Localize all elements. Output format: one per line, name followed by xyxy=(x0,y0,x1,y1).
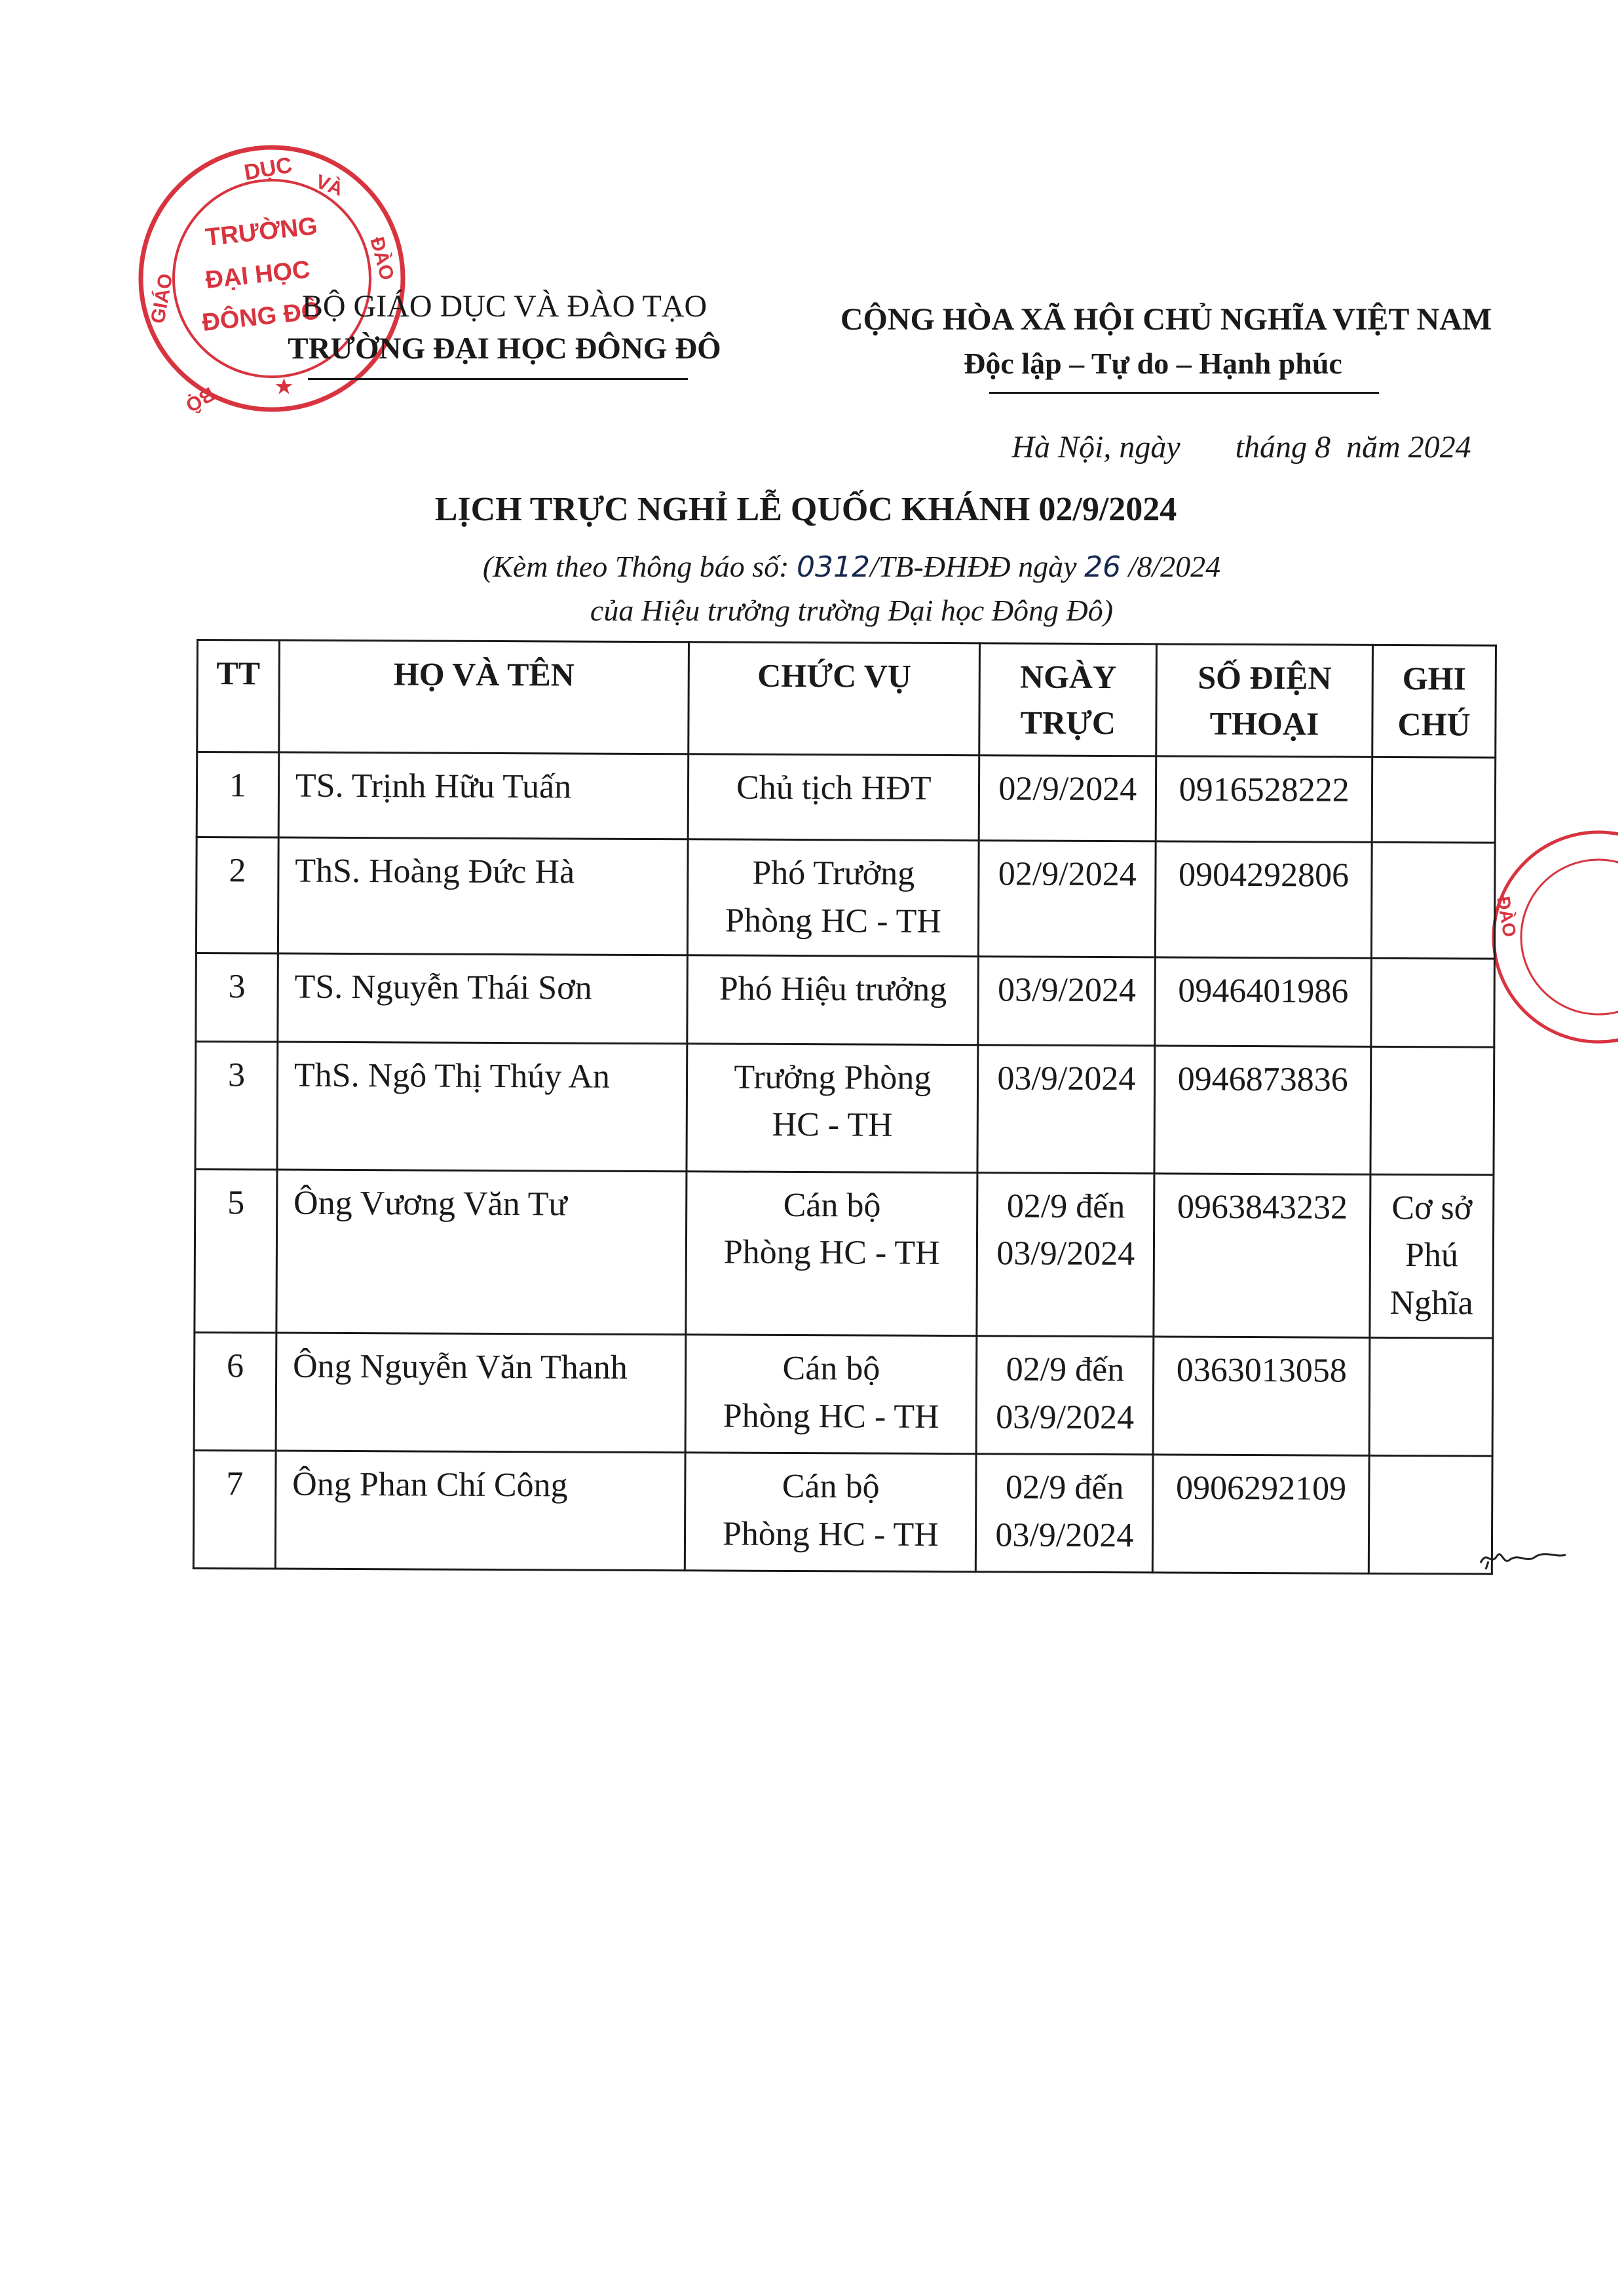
table-row xyxy=(194,1332,1493,1456)
dateline-year: năm 2024 xyxy=(1346,430,1471,465)
cell-note xyxy=(1369,1337,1493,1456)
cell-date: 02/9/2024 xyxy=(979,756,1156,841)
dateline-place: Hà Nội, ngày xyxy=(1011,430,1180,465)
stamp-line-1: TRƯỜNG xyxy=(204,212,319,252)
cell-position: Cán bộ Phòng HC - TH xyxy=(686,1171,977,1335)
cell-note: Cơ sở Phú Nghĩa xyxy=(1370,1174,1494,1338)
cell-name: TS. Nguyễn Thái Sơn xyxy=(278,953,688,1044)
stamp-line-2: ĐẠI HỌC xyxy=(204,256,312,294)
header-tt: TT xyxy=(197,640,280,753)
cell-name: TS. Trịnh Hữu Tuấn xyxy=(278,752,689,839)
attachment-suffix: /8/2024 xyxy=(1121,550,1221,583)
motto-underline xyxy=(989,392,1379,394)
cell-position: Phó Hiệu trưởng xyxy=(687,955,979,1044)
attachment-day: 26 xyxy=(1084,550,1122,584)
cell-tt: 1 xyxy=(197,752,278,838)
dateline xyxy=(970,429,1513,465)
attachment-prefix: (Kèm theo Thông báo số: xyxy=(482,550,797,583)
duty-schedule-table xyxy=(193,639,1497,1575)
stamp-text-duc: DỤC xyxy=(242,152,294,185)
stamp-star: ★ xyxy=(275,376,293,398)
cell-note xyxy=(1370,1046,1494,1175)
attachment-reference xyxy=(393,549,1310,584)
cell-phone: 0916528222 xyxy=(1156,756,1372,842)
partial-seal-text: ĐÀO xyxy=(1493,894,1520,939)
cell-name: Ông Vương Văn Tư xyxy=(276,1170,687,1335)
cell-position: Cán bộ Phòng HC - TH xyxy=(685,1453,977,1572)
initials-signature xyxy=(1474,1537,1572,1576)
cell-tt: 2 xyxy=(196,837,278,953)
cell-name: Ông Nguyễn Văn Thanh xyxy=(276,1333,686,1453)
cell-phone: 0363013058 xyxy=(1153,1337,1370,1455)
national-motto: Độc lập – Tự do – Hạnh phúc xyxy=(964,347,1342,380)
cell-note xyxy=(1371,842,1495,958)
header-phone: SỐ ĐIỆN THOẠI xyxy=(1156,644,1373,757)
cell-name: Ông Phan Chí Công xyxy=(275,1451,685,1571)
header-note: GHI CHÚ xyxy=(1372,645,1496,757)
school-name: TRƯỜNG ĐẠI HỌC ĐÔNG ĐÔ xyxy=(288,332,721,366)
cell-date: 02/9 đến 03/9/2024 xyxy=(977,1172,1154,1337)
table-row xyxy=(195,1041,1494,1175)
cell-position: Phó Trưởng Phòng HC - TH xyxy=(688,839,979,957)
cell-date: 02/9 đến 03/9/2024 xyxy=(976,1336,1154,1455)
table-row xyxy=(193,1450,1492,1574)
stamp-text-giao: GIÁO xyxy=(147,271,178,326)
cell-date: 02/9 đến 03/9/2024 xyxy=(976,1454,1154,1573)
attachment-issuer: của Hiệu trưởng trường Đại học Đông Đô) xyxy=(590,594,1114,627)
cell-position: Cán bộ Phòng HC - TH xyxy=(685,1335,977,1454)
school-underline xyxy=(308,378,688,380)
cell-phone: 0904292806 xyxy=(1156,841,1372,958)
table-row xyxy=(195,1169,1494,1338)
header-name: HỌ VÀ TÊN xyxy=(279,640,689,754)
republic-title: CỘNG HÒA XÃ HỘI CHỦ NGHĨA VIỆT NAM xyxy=(840,302,1492,337)
attachment-number: 0312 xyxy=(797,550,870,584)
cell-phone: 0946873836 xyxy=(1154,1045,1371,1174)
cell-tt: 3 xyxy=(196,953,278,1042)
cell-position: Chủ tịch HĐT xyxy=(689,754,980,841)
cell-date: 03/9/2024 xyxy=(977,1044,1155,1173)
cell-date: 02/9/2024 xyxy=(979,841,1156,957)
stamp-text-va: VÀ xyxy=(312,170,347,201)
cell-phone: 0906292109 xyxy=(1153,1455,1370,1573)
attachment-middle: /TB-ĐHĐĐ ngày xyxy=(869,550,1085,583)
cell-position: Trưởng Phòng HC - TH xyxy=(687,1043,978,1172)
cell-tt: 7 xyxy=(193,1450,276,1569)
ministry-name: BỘ GIÁO DỤC VÀ ĐÀO TẠO xyxy=(301,289,708,324)
cell-tt: 6 xyxy=(194,1332,276,1451)
table-row xyxy=(196,837,1495,959)
cell-tt: 3 xyxy=(195,1041,278,1170)
cell-name: ThS. Hoàng Đức Hà xyxy=(278,837,688,955)
document-title: LỊCH TRỰC NGHỈ LỄ QUỐC KHÁNH 02/9/2024 xyxy=(434,491,1177,528)
cell-phone: 0946401986 xyxy=(1155,957,1371,1046)
cell-name: ThS. Ngô Thị Thúy An xyxy=(277,1042,687,1172)
stamp-text-dao: ĐÀO xyxy=(366,235,398,283)
table-row xyxy=(196,953,1495,1047)
stamp-line-3: ĐÔNG ĐÔ xyxy=(200,297,322,337)
header-date: NGÀY TRỰC xyxy=(979,643,1157,756)
cell-note xyxy=(1371,958,1495,1047)
cell-note xyxy=(1372,757,1495,843)
cell-phone: 0963843232 xyxy=(1154,1173,1370,1337)
table-row xyxy=(197,752,1496,843)
dateline-month: tháng 8 xyxy=(1235,430,1331,465)
school-seal-stamp xyxy=(128,141,416,416)
table-header-row xyxy=(197,640,1496,758)
cell-date: 03/9/2024 xyxy=(978,956,1155,1045)
stamp-text-bo: BỘ xyxy=(181,382,218,416)
cell-tt: 5 xyxy=(195,1169,277,1333)
header-position: CHỨC VỤ xyxy=(689,642,980,756)
